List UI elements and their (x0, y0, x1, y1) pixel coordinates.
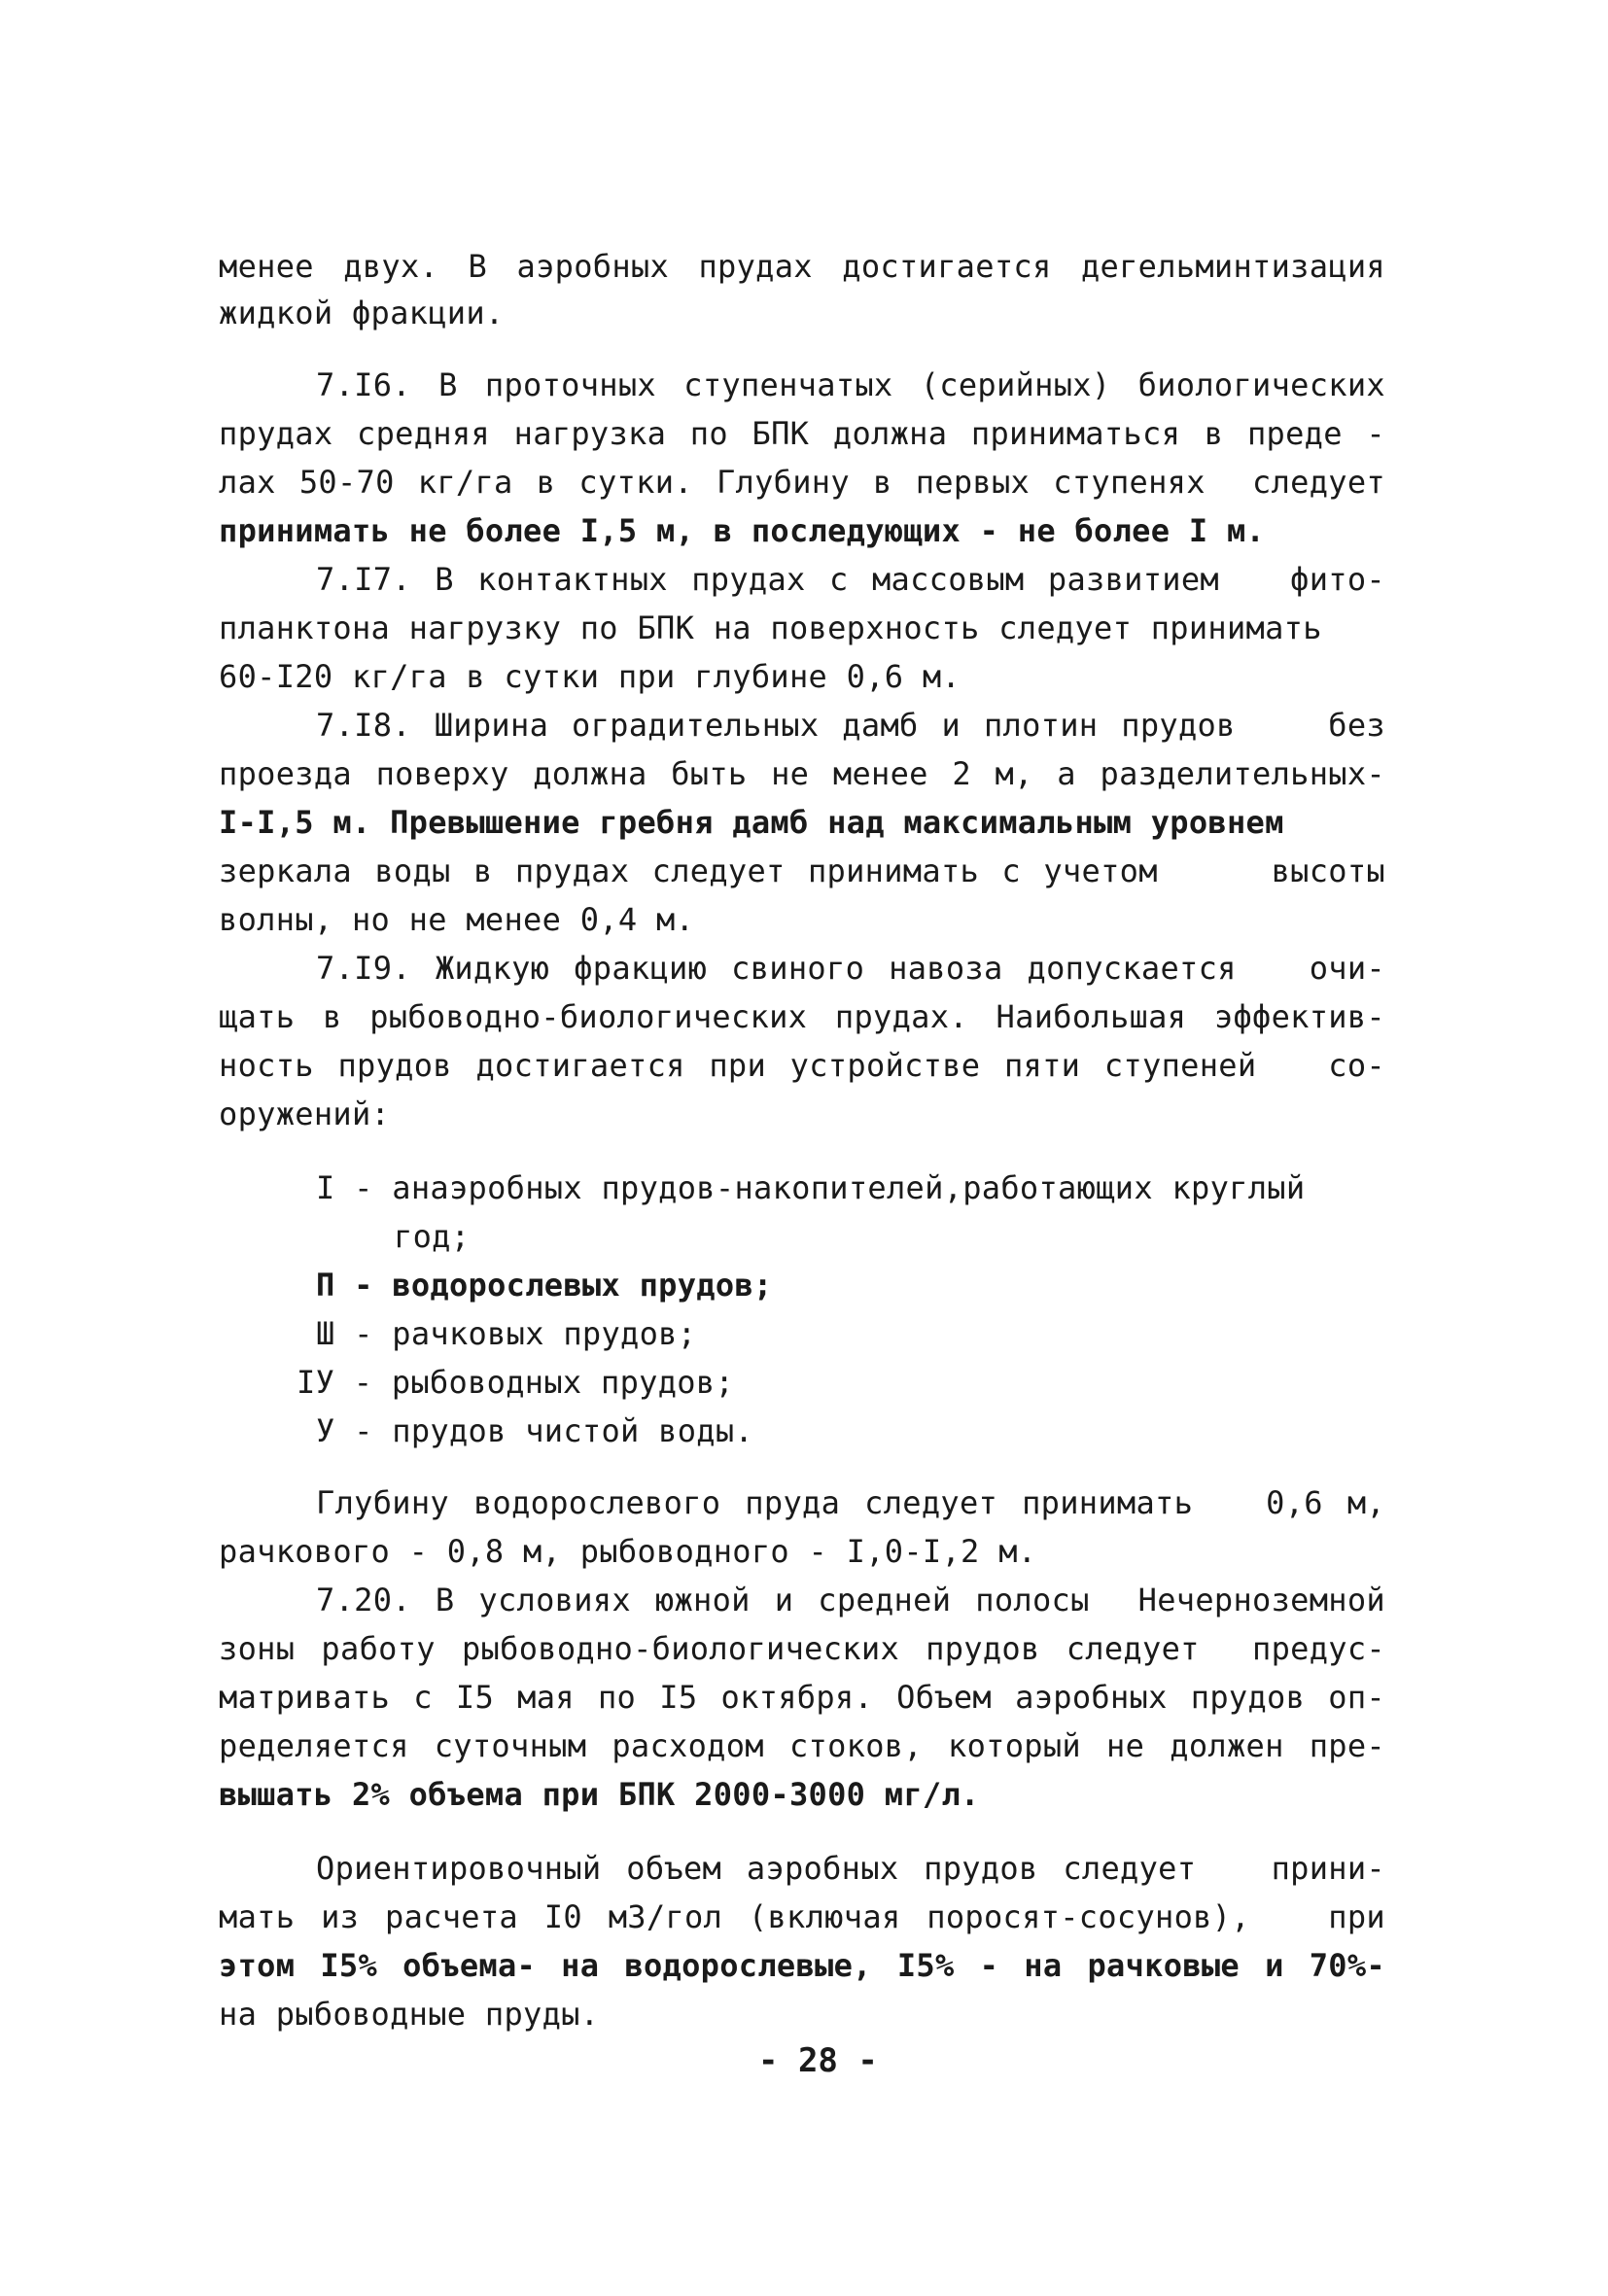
text-line: вышать 2% объема при БПК 2000-3000 мг/л. (219, 1776, 980, 1813)
text-line: проезда поверху должна быть не менее 2 м, а разделительных- (219, 755, 1385, 792)
text-line: 7.I9. Жидкую фракцию свиного навоза допускается очи- (316, 950, 1385, 987)
text-line: матривать с I5 мая по I5 октября. Объем аэробных прудов оп- (219, 1679, 1385, 1716)
text-line: волны, но не менее 0,4 м. (219, 901, 695, 938)
text-line: 7.I6. В проточных ступенчатых (серийных) биологических (316, 366, 1385, 403)
text-line: зеркала воды в прудах следует принимать с учетом высоты (219, 852, 1385, 889)
list-item: год; (394, 1218, 471, 1255)
list-item: IУ - рыбоводных прудов; (297, 1364, 735, 1401)
text-line: прудах средняя нагрузка по БПК должна приниматься в преде - (219, 415, 1385, 452)
text-line: Ориентировочный объем аэробных прудов следует прини- (316, 1850, 1385, 1887)
list-item: I - анаэробных прудов-накопителей,работающих круглый (316, 1169, 1306, 1206)
text-line: на рыбоводные пруды. (219, 1996, 600, 2033)
text-line: ность прудов достигается при устройстве пяти ступеней со- (219, 1047, 1385, 1084)
text-line: этом I5% объема- на водорослевые, I5% - на рачковые и 70%- (219, 1947, 1385, 1984)
list-item: Ш - рачковых прудов; (316, 1315, 697, 1352)
text-line: мать из расчета I0 м3/гол (включая поросят-сосунов), при (219, 1898, 1385, 1935)
text-line: щать в рыбоводно-биологических прудах. Наибольшая эффектив- (219, 998, 1385, 1035)
text-line: жидкой фракции. (219, 295, 505, 331)
text-line: Глубину водорослевого пруда следует принимать 0,6 м, (316, 1484, 1385, 1521)
text-line: оружений: (219, 1096, 391, 1132)
text-line: зоны работу рыбоводно-биологических прудов следует предус- (219, 1630, 1385, 1667)
text-line: 7.20. В условиях южной и средней полосы Нечерноземной (316, 1582, 1385, 1618)
page-number: - 28 - (758, 2041, 878, 2080)
text-line: ределяется суточным расходом стоков, который не должен пре- (219, 1727, 1385, 1764)
text-line: 7.I7. В контактных прудах с массовым развитием фито- (316, 561, 1385, 598)
text-line: 7.I8. Ширина оградительных дамб и плотин прудов без (316, 707, 1385, 744)
text-line: I-I,5 м. Превышение гребня дамб над максимальным уровнем (219, 804, 1284, 841)
text-line: 60-I20 кг/га в сутки при глубине 0,6 м. (219, 658, 961, 695)
text-line: лах 50-70 кг/га в сутки. Глубину в первых ступенях следует (219, 464, 1385, 501)
text-line: менее двух. В аэробных прудах достигается дегельминтизация (219, 248, 1385, 285)
text-line: планктона нагрузку по БПК на поверхность следует принимать (219, 609, 1322, 646)
list-item: П - водорослевых прудов; (316, 1267, 773, 1304)
text-line: рачкового - 0,8 м, рыбоводного - I,0-I,2 м. (219, 1533, 1037, 1570)
list-item: У - прудов чистой воды. (316, 1412, 754, 1449)
text-line: принимать не более I,5 м, в последующих - не более I м. (219, 512, 1266, 549)
